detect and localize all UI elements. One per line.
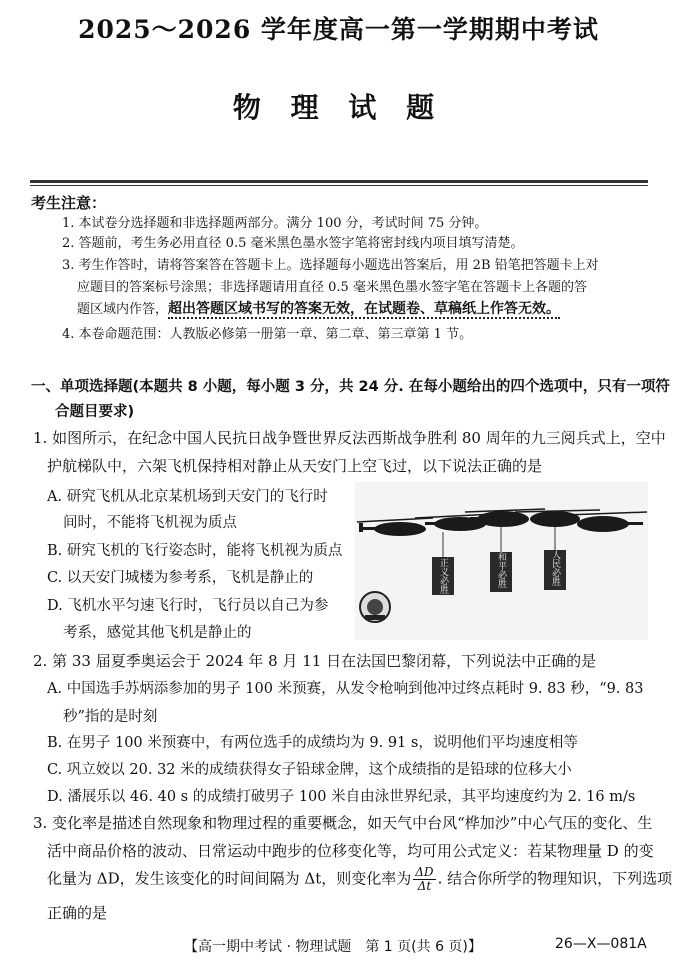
q1-option-d: D. 飞机水平匀速飞行时，飞行员以自己为参: [47, 598, 329, 614]
q1-stem-line1: 1. 如图所示，在纪念中国人民抗日战争暨世界反法西斯战争胜利 80 周年的九三阅兵式上，空中: [33, 429, 666, 447]
q3-stem-line1: 3. 变化率是描述自然现象和物理过程的重要概念，如天气中台风“桦加沙”中心气压的变化、生: [33, 814, 653, 832]
exam-title: 2025～2026 学年度高一第一学期期中考试: [78, 15, 599, 44]
q3-stem-line3: [47, 866, 672, 893]
notice-item-1: 1. 本试卷分选择题和非选择题两部分。满分 100 分，考试时间 75 分钟。: [62, 216, 488, 231]
notice-emphasis: 超出答题区域书写的答案无效，在试题卷、草稿纸上作答无效。: [168, 301, 561, 317]
page-footer: 【高一期中考试 · 物理试题 第 1 页(共 6 页)】: [184, 939, 482, 955]
q2-option-b: B. 在男子 100 米预赛中，有两位选手的成绩均为 9. 91 s，说明他们平均速度相等: [47, 735, 578, 751]
subject-title: 物 理 试 题: [232, 91, 445, 124]
q2-option-d: D. 潘展乐以 46. 40 s 的成绩打破男子 100 米自由泳世界纪录，其平均速度约为 2. 16 m/s: [47, 789, 636, 805]
section-heading: 一、单项选择题(本题共 8 小题，每小题 3 分，共 24 分. 在每小题给出的四个选项中，只有一项符: [31, 379, 670, 395]
notice-heading: 考生注意：: [31, 194, 107, 212]
q3-stem-line4: 正确的是: [47, 904, 108, 922]
banner-2-text: 和平必胜: [496, 552, 506, 588]
paper-code: 26—X—081A: [555, 936, 647, 952]
q3-stem-line2: 活中商品价格的波动、日常运动中跑步的位移变化等，均可用公式定义：若某物理量 D 的变: [47, 842, 654, 860]
q2-stem: 2. 第 33 届夏季奥运会于 2024 年 8 月 11 日在法国巴黎闭幕，下列说法中正确的是: [33, 652, 597, 670]
banner-1-text: 正义必胜: [438, 558, 448, 594]
q3-stem-line3b: . 结合你所学的物理知识，下列选项: [437, 869, 673, 888]
notice-item-3-cont: 应题目的答案标号涂黑；非选择题请用直径 0.5 毫米黑色墨水签字笔在答题卡上各题的答: [77, 280, 587, 295]
q2-option-c: C. 巩立姣以 20. 32 米的成绩获得女子铅球金牌，这个成绩指的是铅球的位移大小: [47, 762, 572, 778]
notice-item-3: 3. 考生作答时，请将答案答在答题卡上。选择题每小题选出答案后，用 2B 铅笔把答题卡上对: [62, 258, 599, 273]
q1-option-c: C. 以天安门城楼为参考系，飞机是静止的: [47, 570, 314, 586]
section-heading-cont: 合题目要求): [55, 404, 135, 420]
notice-item-3-end: [77, 299, 560, 320]
fraction-numerator: ΔD: [415, 865, 434, 879]
banner-3-text: 人民必胜: [550, 550, 560, 586]
helicopter-formation-photo: [355, 482, 648, 640]
notice-item-4: 4. 本卷命题范围：人教版必修第一册第一章、第二章、第三章第 1 节。: [62, 327, 473, 342]
q2-option-a: A. 中国选手苏炳添参加的男子 100 米预赛，从发令枪响到他冲过终点耗时 9. 83 秒，“9. 83: [47, 681, 644, 697]
q1-stem-line2: 护航梯队中，六架飞机保持相对静止从天安门上空飞过，以下说法正确的是: [47, 457, 543, 475]
fraction-denominator: Δt: [417, 879, 432, 893]
q1-option-b: B. 研究飞机的飞行姿态时，能将飞机视为质点: [47, 543, 343, 559]
q1-option-a: A. 研究飞机从北京某机场到天安门的飞行时: [47, 489, 328, 505]
rate-fraction: [413, 866, 435, 893]
header-rule-thin: [30, 185, 648, 186]
q1-option-d-cont: 考系，感觉其他飞机是静止的: [63, 625, 252, 641]
notice-item-3-end-text: 题区域内作答，: [77, 302, 169, 317]
q2-option-a-cont: 秒”指的是时刻: [63, 709, 158, 725]
notice-item-2: 2. 答题前，考生务必用直径 0.5 毫米黑色墨水签字笔将密封线内项目填写清楚。: [62, 236, 524, 251]
emblem-icon: [360, 592, 390, 622]
helicopter-formation-image: [355, 482, 648, 640]
header-rule-thick: [30, 180, 648, 183]
q1-option-a-cont: 间时，不能将飞机视为质点: [63, 515, 237, 531]
q3-stem-line3a: 化量为 ΔD，发生该变化的时间间隔为 Δt，则变化率为: [47, 869, 412, 888]
